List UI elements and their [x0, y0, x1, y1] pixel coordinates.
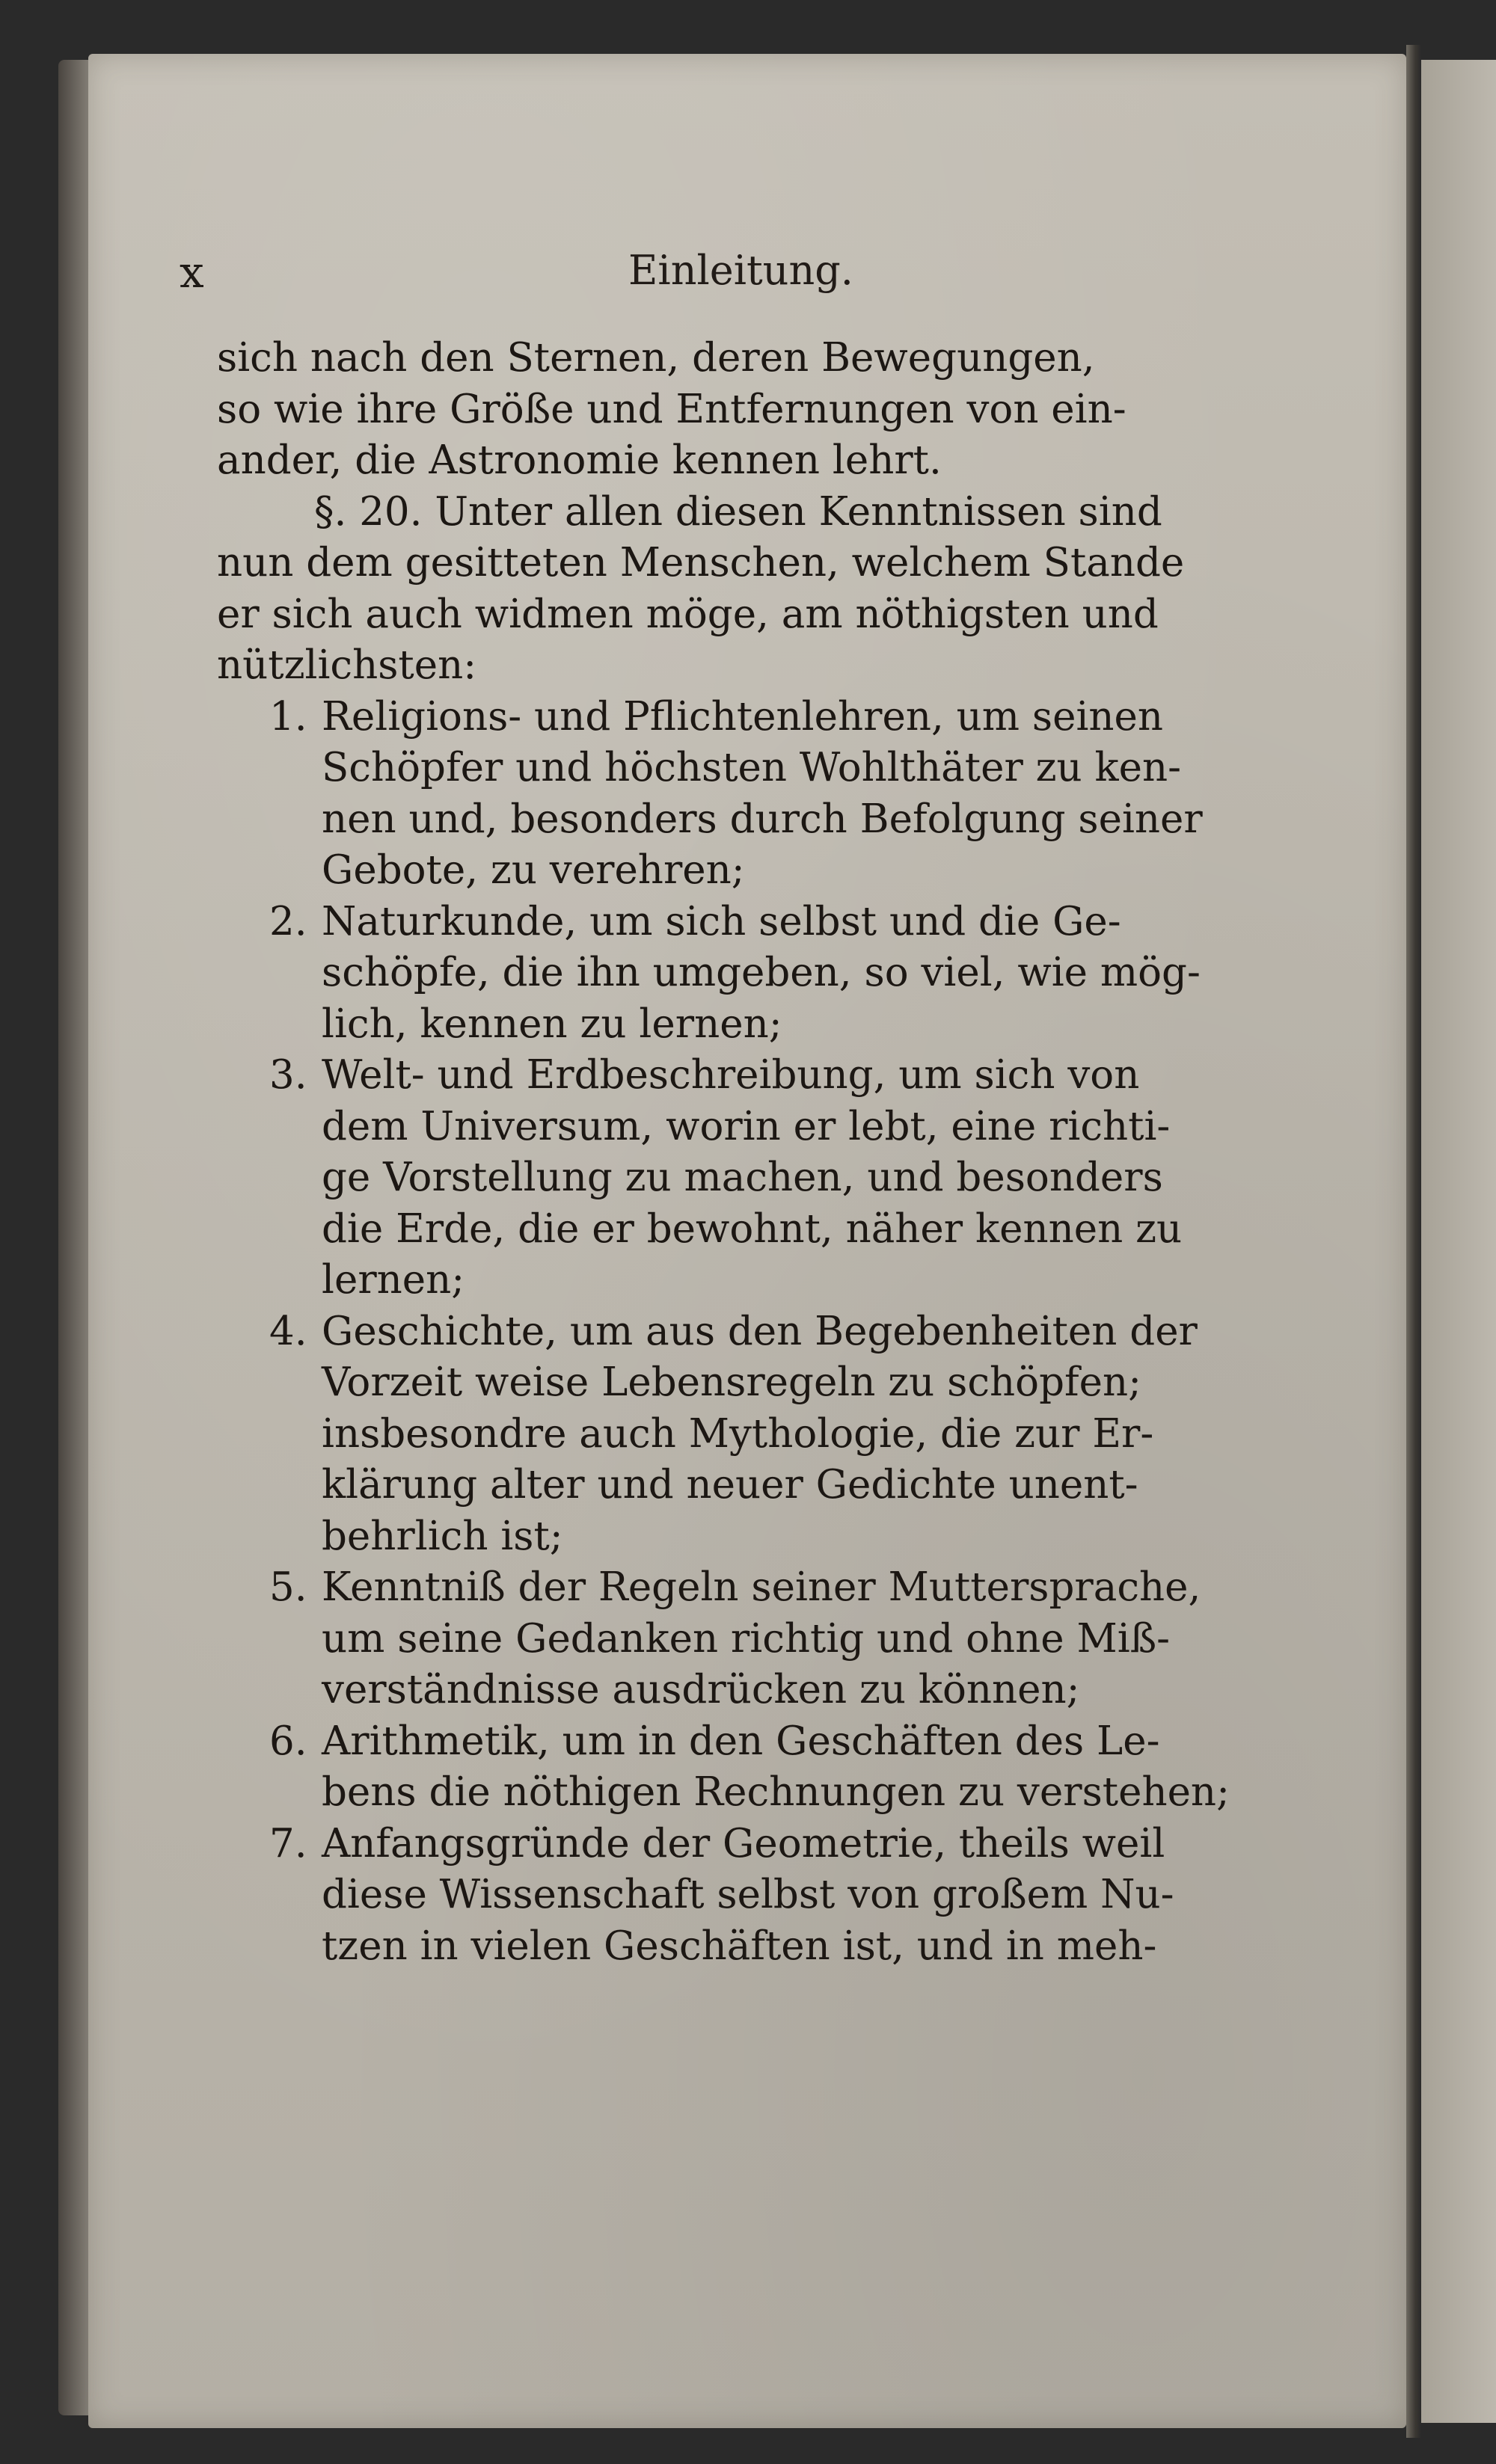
text-line: so wie ihre Größe und Entfernungen von ein-: [217, 386, 1126, 432]
list-item-5: [217, 1562, 1257, 1614]
list-item-7: [217, 1819, 1257, 1870]
list-item-4: [217, 1306, 1257, 1358]
item-continuation: die Erde, die er bewohnt, näher kennen zu: [322, 1205, 1183, 1252]
item-text: Anfangsgründe der Geometrie, theils weil: [322, 1820, 1165, 1867]
item-continuation: Schöpfer und höchsten Wohlthäter zu ken-: [322, 745, 1182, 790]
list-item-2: [217, 897, 1257, 948]
item-continuation: nen und, besonders durch Befolgung seiner: [322, 796, 1203, 842]
list-item-3: [217, 1050, 1257, 1102]
item-continuation: diese Wissenschaft selbst von großem Nu-: [322, 1872, 1174, 1917]
item-text: Arithmetik, um in den Geschäften des Le-: [322, 1718, 1160, 1764]
item-continuation: behrlich ist;: [322, 1513, 563, 1559]
item-number: 4.: [269, 1308, 307, 1354]
facing-page-edge: [1421, 60, 1496, 2423]
page-number: x: [180, 247, 206, 298]
page-text: [217, 333, 1257, 1972]
list-item-1: [217, 692, 1257, 743]
item-continuation: verständnisse ausdrücken zu können;: [322, 1667, 1080, 1712]
item-continuation: tzen in vielen Geschäften ist, und in meh-: [322, 1923, 1157, 1969]
book-gutter: [1406, 45, 1421, 2438]
item-number: 2.: [269, 898, 307, 944]
item-continuation: bens die nöthigen Rechnungen zu verstehen;: [322, 1769, 1230, 1815]
running-head: [180, 247, 1242, 307]
item-number: 7.: [269, 1820, 307, 1867]
item-continuation: Vorzeit weise Lebensregeln zu schöpfen;: [322, 1359, 1141, 1405]
item-text: Geschichte, um aus den Begebenheiten der: [322, 1308, 1198, 1354]
item-continuation: insbesondre auch Mythologie, die zur Er-: [322, 1410, 1154, 1457]
text-line: er sich auch widmen möge, am nöthigsten und: [217, 591, 1159, 637]
item-continuation: schöpfe, die ihn umgeben, so viel, wie mög-: [322, 950, 1201, 995]
item-continuation: Gebote, zu verehren;: [322, 847, 745, 893]
text-line: nun dem gesitteten Menschen, welchem Stande: [217, 540, 1185, 586]
paragraph-20-start: §. 20. Unter allen diesen Kenntnissen sind: [314, 488, 1162, 535]
item-text: Naturkunde, um sich selbst und die Ge-: [322, 898, 1121, 944]
item-text: Kenntniß der Regeln seiner Muttersprache,: [322, 1564, 1201, 1610]
item-text: Welt- und Erdbeschreibung, um sich von: [322, 1052, 1140, 1098]
item-continuation: lernen;: [322, 1257, 465, 1303]
text-line: sich nach den Sternen, deren Bewegungen,: [217, 335, 1095, 381]
item-number: 1.: [269, 693, 307, 740]
item-continuation: lich, kennen zu lernen;: [322, 1001, 782, 1047]
item-number: 6.: [269, 1718, 307, 1764]
item-continuation: um seine Gedanken richtig und ohne Miß-: [322, 1615, 1171, 1662]
running-title: Einleitung.: [628, 247, 853, 294]
item-number: 5.: [269, 1564, 307, 1610]
item-number: 3.: [269, 1052, 307, 1098]
item-continuation: klärung alter und neuer Gedichte unent-: [322, 1462, 1138, 1508]
text-line: ander, die Astronomie kennen lehrt.: [217, 437, 942, 483]
item-continuation: dem Universum, worin er lebt, eine richti-: [322, 1103, 1171, 1149]
item-continuation: ge Vorstellung zu machen, und besonders: [322, 1155, 1163, 1200]
item-text: Religions- und Pflichtenlehren, um seinen: [322, 693, 1164, 740]
list-item-6: [217, 1716, 1257, 1768]
text-line: nützlichsten:: [217, 642, 477, 688]
